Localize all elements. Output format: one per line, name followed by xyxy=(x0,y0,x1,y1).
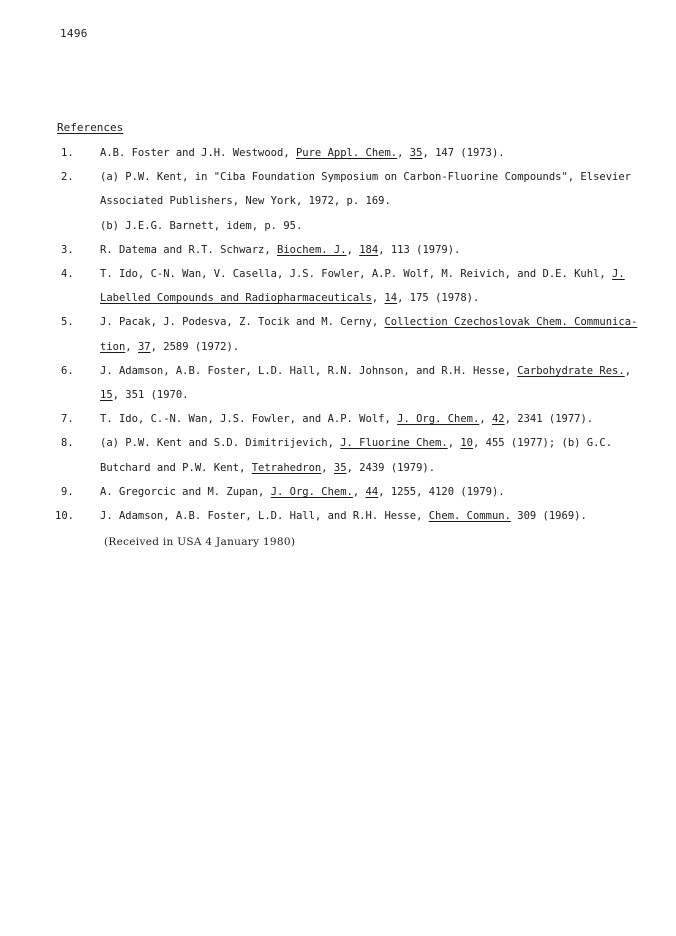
journal-citation: Collection Czechoslovak Chem. Communica- xyxy=(384,316,638,329)
reference-text: , 455 (1977); (b) G.C. xyxy=(473,437,613,450)
reference-number: 10. xyxy=(55,510,74,522)
reference-item xyxy=(0,504,676,528)
reference-text: R. Datema and R.T. Schwarz, xyxy=(100,243,278,256)
journal-citation: Biochem. J. xyxy=(277,243,347,256)
reference-item xyxy=(0,359,676,407)
reference-text: , 2341 (1977). xyxy=(504,413,594,426)
reference-number: 1. xyxy=(61,147,74,159)
reference-line xyxy=(100,431,612,455)
journal-citation: J. Org. Chem. xyxy=(270,485,353,498)
received-note: (Received in USA 4 January 1980) xyxy=(104,536,296,548)
reference-line xyxy=(100,238,460,262)
reference-text: Associated Publishers, New York, 1972, p. 169. xyxy=(100,195,391,208)
reference-line xyxy=(100,335,239,359)
reference-line xyxy=(100,383,189,407)
reference-number: 7. xyxy=(61,413,74,426)
reference-number: 4. xyxy=(61,268,74,280)
reference-text: , 175 (1978). xyxy=(397,292,480,305)
reference-text: , xyxy=(125,340,138,353)
journal-citation: 184 xyxy=(359,243,379,256)
reference-text: T. Ido, C-N. Wan, V. Casella, J.S. Fowler, A.P. Wolf, M. Reivich, and D.E. Kuhl, xyxy=(100,268,613,280)
reference-text: J. Adamson, A.B. Foster, L.D. Hall, and R.H. Hesse, xyxy=(100,510,429,522)
journal-citation: 14 xyxy=(384,292,398,305)
journal-citation: 35 xyxy=(409,147,423,159)
reference-text: J. Pacak, J. Podesva, Z. Tocik and M. Cerny, xyxy=(100,316,385,329)
reference-text: (a) P.W. Kent, in "Ciba Foundation Symposium on Carbon-Fluorine Compounds", Elsevier xyxy=(100,171,632,184)
reference-line xyxy=(100,141,505,165)
reference-number: 6. xyxy=(61,364,74,377)
reference-number: 8. xyxy=(61,437,74,450)
reference-number: 5. xyxy=(61,316,74,329)
journal-citation: Chem. Commun. xyxy=(428,510,511,522)
journal-citation: J. Fluorine Chem. xyxy=(340,437,448,450)
reference-line xyxy=(100,214,302,238)
reference-item xyxy=(0,238,676,262)
reference-text: , xyxy=(479,413,492,426)
journal-citation: Pure Appl. Chem. xyxy=(295,147,398,159)
reference-item xyxy=(0,262,676,310)
reference-line xyxy=(100,456,435,480)
reference-text: J. Adamson, A.B. Foster, L.D. Hall, R.N. Johnson, and R.H. Hesse, xyxy=(100,364,518,377)
journal-citation: Labelled Compounds and Radiopharmaceuticals xyxy=(100,292,372,305)
reference-text: (b) J.E.G. Barnett, idem, p. 95. xyxy=(100,219,303,232)
reference-text: , 147 (1973). xyxy=(422,147,505,159)
reference-item xyxy=(0,407,676,431)
reference-line xyxy=(100,480,505,504)
reference-item xyxy=(0,310,676,358)
reference-line xyxy=(100,189,391,213)
journal-citation: J. xyxy=(612,268,625,280)
reference-text: , xyxy=(624,364,632,377)
reference-text: , 351 (1970. xyxy=(112,388,189,401)
journal-citation: J. Org. Chem. xyxy=(397,413,480,426)
reference-text: , 1255, 4120 (1979). xyxy=(378,485,505,498)
journal-citation: Carbohydrate Res. xyxy=(517,364,625,377)
reference-line xyxy=(100,504,587,528)
page-number: 1496 xyxy=(60,27,88,40)
reference-text: , xyxy=(447,437,461,450)
journal-citation: 10 xyxy=(460,437,473,450)
reference-text: , xyxy=(346,243,360,256)
reference-text: , xyxy=(321,461,334,474)
reference-number: 3. xyxy=(61,243,74,256)
journal-citation: 35 xyxy=(333,461,347,474)
reference-text: A. Gregorcic and M. Zupan, xyxy=(100,485,271,498)
journal-citation: Tetrahedron xyxy=(251,461,322,474)
reference-item xyxy=(0,431,676,479)
reference-line xyxy=(100,407,593,431)
reference-line xyxy=(100,310,637,334)
reference-text: 309 (1969). xyxy=(510,510,587,522)
journal-citation: 15 xyxy=(100,388,113,401)
reference-text: , 2439 (1979). xyxy=(346,461,436,474)
reference-text: , xyxy=(352,485,366,498)
reference-line xyxy=(100,165,631,189)
reference-text: A.B. Foster and J.H. Westwood, xyxy=(100,147,296,159)
reference-text: Butchard and P.W. Kent, xyxy=(100,461,252,474)
reference-item xyxy=(0,141,676,165)
reference-line xyxy=(100,359,631,383)
reference-text: , xyxy=(397,147,410,159)
journal-citation: 37 xyxy=(137,340,151,353)
reference-text: , 2589 (1972). xyxy=(150,340,240,353)
reference-item xyxy=(0,165,676,238)
reference-text: (a) P.W. Kent and S.D. Dimitrijevich, xyxy=(100,437,341,450)
reference-text: , 113 (1979). xyxy=(378,243,461,256)
references-heading: References xyxy=(57,121,124,134)
reference-item xyxy=(0,480,676,504)
reference-number: 2. xyxy=(61,171,74,184)
reference-line xyxy=(100,262,625,286)
journal-citation: 44 xyxy=(365,485,379,498)
reference-text: , xyxy=(371,292,385,305)
journal-citation: 42 xyxy=(491,413,505,426)
reference-text: T. Ido, C.-N. Wan, J.S. Fowler, and A.P. Wolf, xyxy=(100,413,398,426)
reference-number: 9. xyxy=(61,485,74,498)
journal-citation: tion xyxy=(100,340,126,353)
reference-line xyxy=(100,286,479,310)
